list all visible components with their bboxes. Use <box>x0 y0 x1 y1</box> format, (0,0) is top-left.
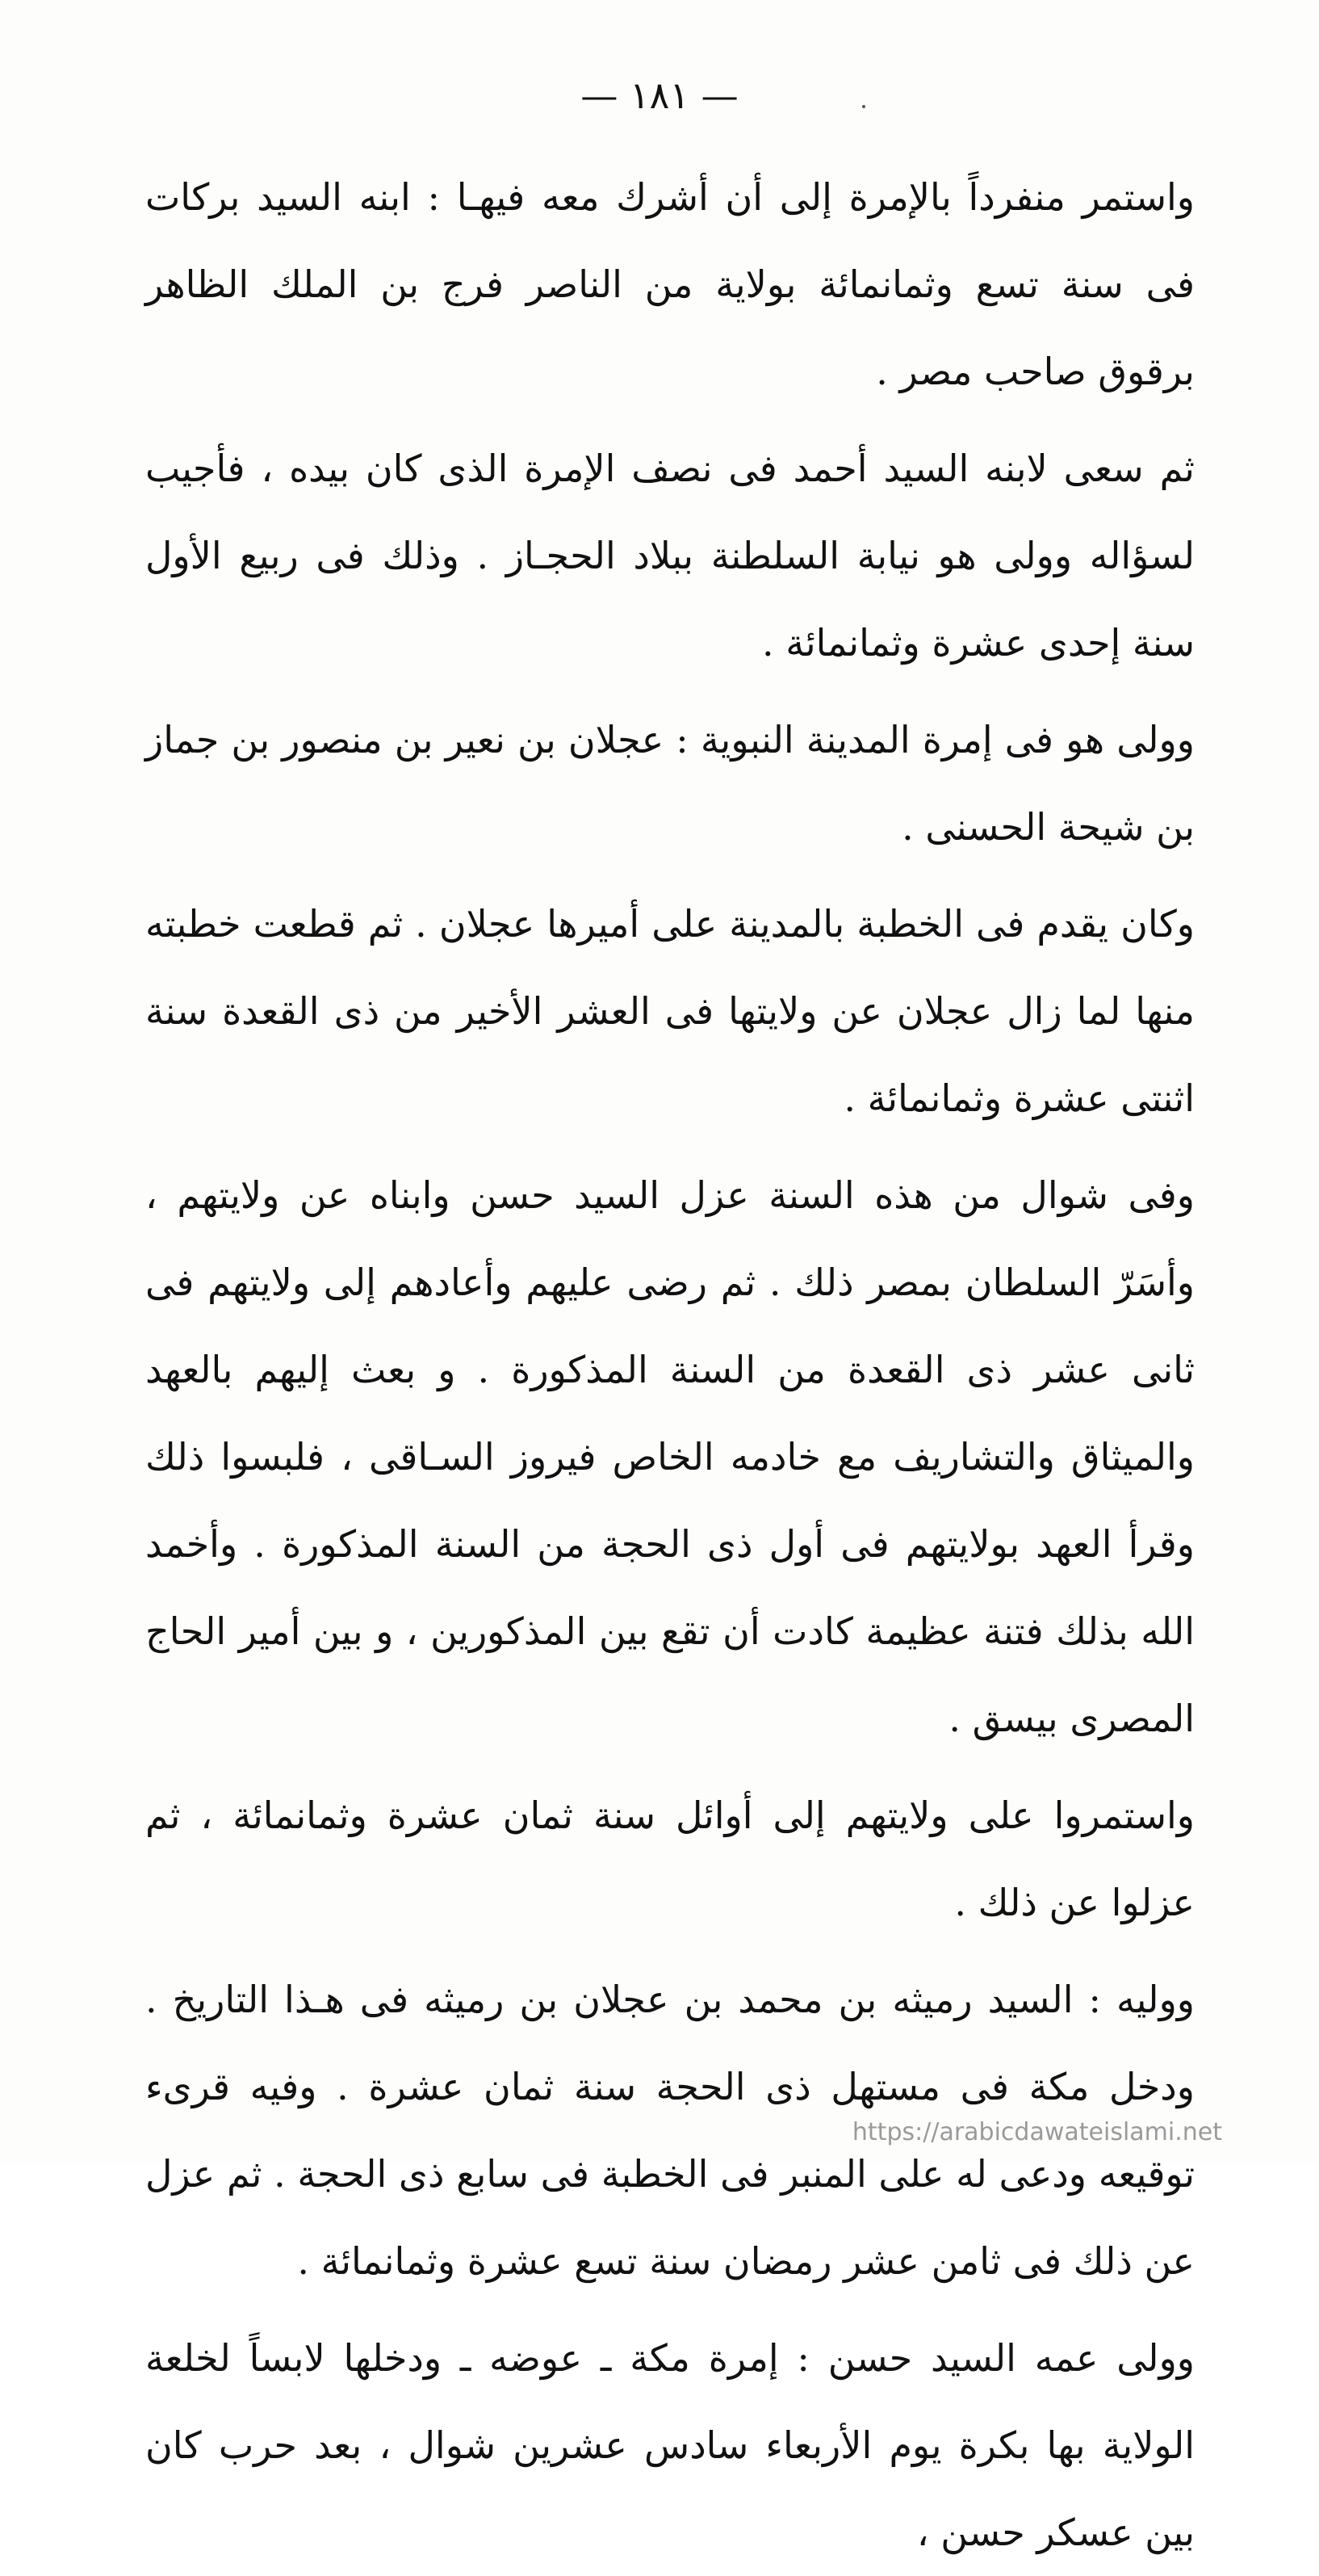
paragraph-6: واستمروا على ولايتهم إلى أوائل سنة ثمان عشرة وثمانمائة ، ثم عزلوا عن ذلك . <box>145 1794 1195 1924</box>
paragraph-7: ووليه : السيد رميثه بن محمد بن عجلان بن رميثه فى هـذا التاريخ . ودخل مكة فى مستهل ذى الحجة سنة ثمان عشرة . وفيه قرىء توقيعه ودعى له على المنبر فى الخطبة فى سابع ذى الحجة . ثم عزل عن ذلك فى ثامن عشر رمضان سنة تسع عشرة وثمانمائة . <box>145 1978 1195 2283</box>
paragraph-4: وكان يقدم فى الخطبة بالمدينة على أميرها عجلان . ثم قطعت خطبته منها لما زال عجلان عن ولايتها فى العشر الأخير من ذى القعدة سنة اثنتى عشرة وثمانمائة . <box>145 902 1195 1120</box>
paragraph-1: واستمر منفرداً بالإمرة إلى أن أشرك معه فيهـا : ابنه السيد بركات فى سنة تسع وثمانمائة بولاية من الناصر فرج بن الملك الظاهر برقوق صاحب مصر . <box>145 175 1195 393</box>
paragraph-3: وولى هو فى إمرة المدينة النبوية : عجلان بن نعير بن منصور بن جماز بن شيحة الحسنى . <box>145 718 1195 849</box>
document-body <box>145 153 1195 2576</box>
paragraph-8: وولى عمه السيد حسن : إمرة مكة ـ عوضه ـ ودخلها لابساً لخلعة الولاية بها بكرة يوم الأربعاء سادس عشرين شوال ، بعد حرب كان بين عسكر حسن ، <box>145 2336 1195 2554</box>
page-number: — ١٨١ — <box>580 73 739 117</box>
print-speck <box>862 105 865 108</box>
paragraph-5: وفى شوال من هذه السنة عزل السيد حسن وابناه عن ولايتهم ، وأسَرّ السلطان بمصر ذلك . ثم رضى عليهم وأعادهم إلى ولايتهم فى ثانى عشر ذى القعدة من السنة المذكورة . و بعث إليهم بالعهد والميثاق والتشاريف مع خادمه الخاص فيروز السـاقى ، فلبسوا ذلك وقرأ العهد بولايتهم فى أول ذى الحجة من السنة المذكورة . وأخمد الله بذلك فتنة عظيمة كادت أن تقع بين المذكورين ، و بين أمير الحاج المصرى بيسق . <box>145 1173 1195 1740</box>
paragraph-2: ثم سعى لابنه السيد أحمد فى نصف الإمرة الذى كان بيده ، فأجيب لسؤاله وولى هو نيابة السلطنة ببلاد الحجـاز . وذلك فى ربيع الأول سنة إحدى عشرة وثمانمائة . <box>145 447 1195 665</box>
watermark-url: https://arabicdawateislami.net <box>852 2118 1222 2146</box>
